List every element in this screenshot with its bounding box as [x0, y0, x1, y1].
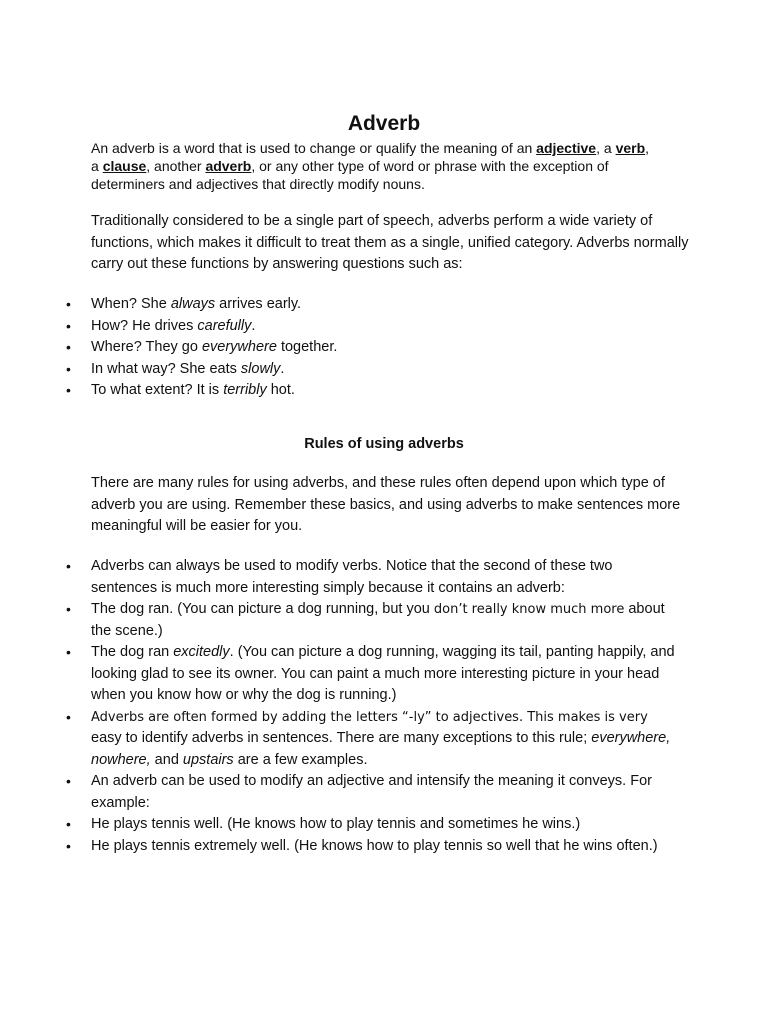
link-adjective[interactable]: adjective — [536, 140, 597, 156]
item-text: An adverb can be used to modify an adjective and intensify the meaning it conveys. For example: — [91, 773, 652, 811]
item-text: He plays tennis extremely well. (He knows how to play tennis so well that he wins often.) — [91, 837, 658, 854]
item-text: . (You can picture a dog running, wagging its tail, panting happily, and looking glad to see its owner. You can paint a much more interesting picture in your head when you know how or why the dog is running.) — [91, 644, 675, 703]
description-paragraph: Traditionally considered to be a single part of speech, adverbs perform a wide variety of functions, which makes it difficult to treat them as a single, unified category. Adverbs normally carry out these functions by answering questions such as: — [91, 213, 689, 272]
link-verb[interactable]: verb — [615, 140, 646, 156]
list-item — [0, 556, 681, 599]
bullet-icon: • — [66, 816, 71, 832]
example-adverb: upstairs — [182, 751, 234, 768]
bullet-icon: • — [66, 773, 71, 789]
example-adverb: excitedly — [173, 644, 230, 660]
bullet-icon: • — [66, 837, 71, 854]
list-item — [0, 380, 681, 402]
intro-text: , a — [91, 140, 650, 174]
intro-text: , or any other type of word or phrase with the exception of determiners and adjectives that directly modify nouns. — [91, 158, 609, 192]
list-item — [0, 707, 681, 772]
list-item — [0, 836, 681, 858]
example-adverb: everywhere — [201, 339, 277, 355]
example-adverb: terribly — [223, 382, 267, 398]
bullet-icon: • — [66, 708, 71, 725]
bullet-icon: • — [66, 360, 71, 377]
bullet-icon: • — [66, 296, 71, 312]
list-item — [0, 337, 681, 359]
list-item — [0, 359, 681, 381]
item-text: The dog ran — [91, 644, 174, 660]
item-text: How? He drives — [91, 317, 198, 334]
bullet-icon: • — [66, 644, 71, 660]
item-text: are a few examples. — [233, 751, 368, 768]
example-adverb: always — [170, 296, 216, 312]
item-text: Where? They go — [91, 339, 202, 355]
item-text: He plays tennis well. (He knows how to play tennis and sometimes he wins.) — [91, 816, 581, 832]
intro-text: , another — [146, 158, 206, 174]
item-text: and — [150, 751, 183, 768]
bullet-icon: • — [66, 601, 71, 617]
bullet-icon: • — [66, 339, 71, 355]
list-item — [0, 294, 681, 316]
list-item — [0, 771, 681, 814]
list-item — [0, 642, 681, 707]
item-text: The dog ran. (You can picture a dog running, but you — [91, 601, 434, 617]
list-item — [0, 599, 681, 642]
item-text: about the scene.) — [91, 601, 665, 639]
item-text: To what extent? It is — [91, 382, 224, 398]
item-text: hot. — [266, 382, 295, 398]
question-list — [0, 294, 681, 402]
item-text: When? She — [91, 296, 171, 312]
bullet-icon: • — [66, 382, 71, 398]
link-clause[interactable]: clause — [102, 158, 147, 174]
item-text: Adverbs can always be used to modify verbs. Notice that the second of these two sentences is much more interesting simply because it contains an adverb: — [91, 558, 613, 596]
item-text: don’t really know much more — [433, 602, 625, 617]
bullet-icon: • — [66, 558, 71, 574]
item-text: arrives early. — [215, 296, 302, 312]
link-adverb[interactable]: adverb — [205, 158, 252, 174]
example-adverb: carefully — [197, 317, 252, 334]
section-heading: Rules of using adverbs — [304, 436, 464, 452]
rules-intro-paragraph: There are many rules for using adverbs, and these rules often depend upon which type of adverb you are using. Remember these basics, and using adverbs to make sentences more meaningful will be easier for you. — [91, 475, 681, 534]
list-item — [0, 316, 681, 338]
item-text: . — [251, 317, 256, 334]
item-text: . — [280, 360, 285, 377]
intro-paragraph — [91, 139, 651, 193]
page-title: Adverb — [347, 112, 421, 135]
item-text: Adverbs are often formed by adding the letters “-ly” to adjectives. This makes is very — [91, 709, 648, 725]
rules-list — [0, 556, 681, 857]
bullet-icon: • — [66, 317, 71, 334]
intro-text: An adverb is a word that is used to change or qualify the meaning of an — [91, 140, 537, 156]
item-text: In what way? She eats — [91, 360, 241, 377]
example-adverb: slowly — [240, 360, 281, 377]
item-text: easy to identify adverbs in sentences. There are many exceptions to this rule; — [91, 730, 592, 746]
intro-text: , a — [596, 140, 616, 156]
item-text: together. — [276, 339, 338, 355]
example-adverb: everywhere, nowhere, — [91, 730, 671, 768]
list-item — [0, 814, 681, 836]
